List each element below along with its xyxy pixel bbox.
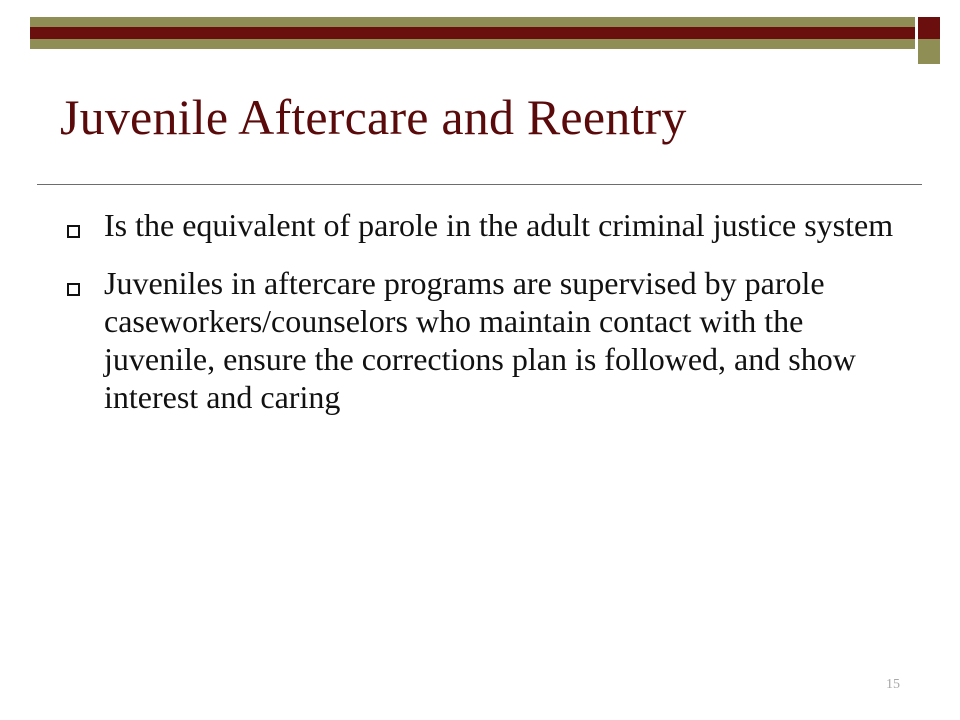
olive-stripe-top — [30, 17, 915, 27]
bullet-item — [62, 206, 902, 244]
hollow-square-bullet-icon — [67, 225, 80, 238]
corner-square-olive — [918, 39, 940, 64]
corner-square-maroon — [918, 17, 940, 39]
slide-title: Juvenile Aftercare and Reentry — [60, 89, 687, 145]
bullet-text: Juveniles in aftercare programs are supervised by parole caseworkers/counselors who maintain contact with the juvenile, ensure the corrections plan is followed, and show interest and caring — [104, 265, 856, 415]
title-divider — [37, 184, 922, 185]
bullet-text: Is the equivalent of parole in the adult criminal justice system — [104, 207, 894, 243]
hollow-square-bullet-icon — [67, 283, 80, 296]
maroon-stripe — [30, 27, 915, 39]
slide-page-number: 15 — [886, 677, 900, 692]
olive-stripe-bottom — [30, 39, 915, 49]
bullet-list — [62, 206, 902, 436]
header-decoration-bar — [0, 0, 960, 64]
bullet-item — [62, 264, 902, 416]
